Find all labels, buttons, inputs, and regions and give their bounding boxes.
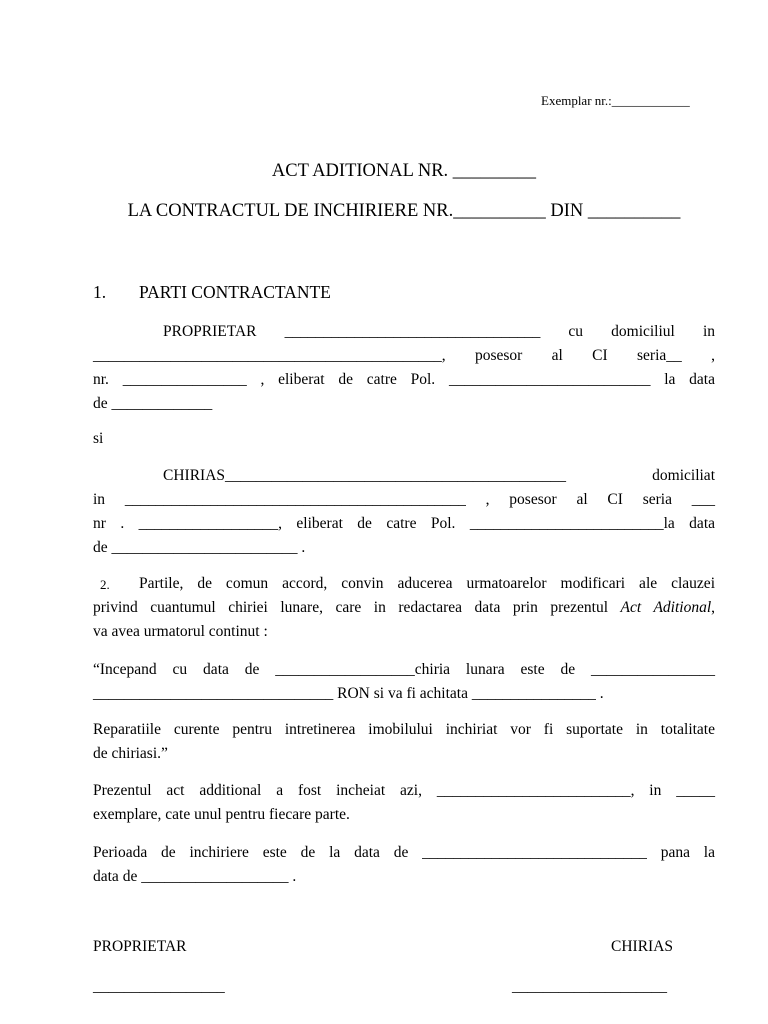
exemplar-number: Exemplar nr.:____________	[541, 93, 690, 108]
proprietar-line-3: nr. ________________ , eliberat de catre Pol. __________________________ la data	[93, 371, 715, 388]
signature-label-chirias: CHIRIAS	[611, 938, 674, 955]
signature-line-proprietar: _________________	[93, 978, 225, 995]
chirias-line-2: in ____________________________________________ , posesor al CI seria ___	[93, 491, 715, 508]
section-1-number: 1.	[93, 282, 107, 302]
document-subtitle: LA CONTRACTUL DE INCHIRIERE NR.__________ DIN __________	[127, 201, 681, 221]
signature-line-chirias: ____________________	[512, 978, 667, 995]
period-line-1: Perioada de inchiriere este de la data de _____________________________ pana la	[93, 844, 715, 861]
section-2-line-2: privind cuantumul chiriei lunare, care in redactarea data prin prezentul Act Aditional,	[93, 599, 716, 616]
rent-clause-line-2: _______________________________ RON si va fi achitata ________________ .	[93, 685, 604, 702]
concluded-paragraph	[93, 779, 715, 827]
proprietar-line-2: _____________________________________________, posesor al CI seria__ ,	[93, 347, 715, 364]
act-aditional-italic: Act Aditional	[620, 599, 712, 616]
chirias-line-1: CHIRIAS____________________________________________ domiciliat	[163, 467, 715, 484]
repairs-line-2: de chiriasi.”	[93, 745, 168, 762]
proprietar-block	[93, 320, 715, 416]
repairs-line-1: Reparatiile curente pentru intretinerea imobilului inchiriat vor fi suportate in totalitate	[93, 721, 715, 738]
section-2-paragraph	[93, 572, 715, 644]
si-connector: si	[93, 430, 104, 447]
section-2-number: 2.	[100, 577, 110, 592]
section-2-line-1: Partile, de comun accord, convin aducerea urmatoarelor modificari ale clauzei	[139, 575, 715, 592]
rent-clause	[93, 658, 715, 706]
period-line-2: data de ___________________ .	[93, 868, 297, 885]
repairs-paragraph	[93, 718, 715, 766]
concluded-line-2: exemplare, cate unul pentru fiecare parte.	[93, 806, 350, 823]
signature-label-proprietar: PROPRIETAR	[93, 938, 187, 955]
section-1-heading: PARTI CONTRACTANTE	[139, 282, 331, 302]
section-2-line-3: va avea urmatorul continut :	[93, 623, 268, 640]
chirias-block	[93, 464, 715, 560]
rent-clause-line-1: “Incepand cu data de __________________chiria lunara este de ________________	[93, 661, 715, 678]
document-title: ACT ADITIONAL NR. _________	[271, 161, 537, 181]
proprietar-line-1: PROPRIETAR _________________________________ cu domiciliul in	[163, 323, 715, 340]
proprietar-line-4: de _____________	[93, 395, 213, 412]
concluded-line-1: Prezentul act additional a fost incheiat azi, _________________________, in _____	[93, 782, 715, 799]
period-paragraph	[93, 841, 715, 889]
chirias-line-4: de ________________________ .	[93, 539, 306, 556]
chirias-line-3: nr . __________________, eliberat de catre Pol. _________________________la data	[93, 515, 715, 532]
